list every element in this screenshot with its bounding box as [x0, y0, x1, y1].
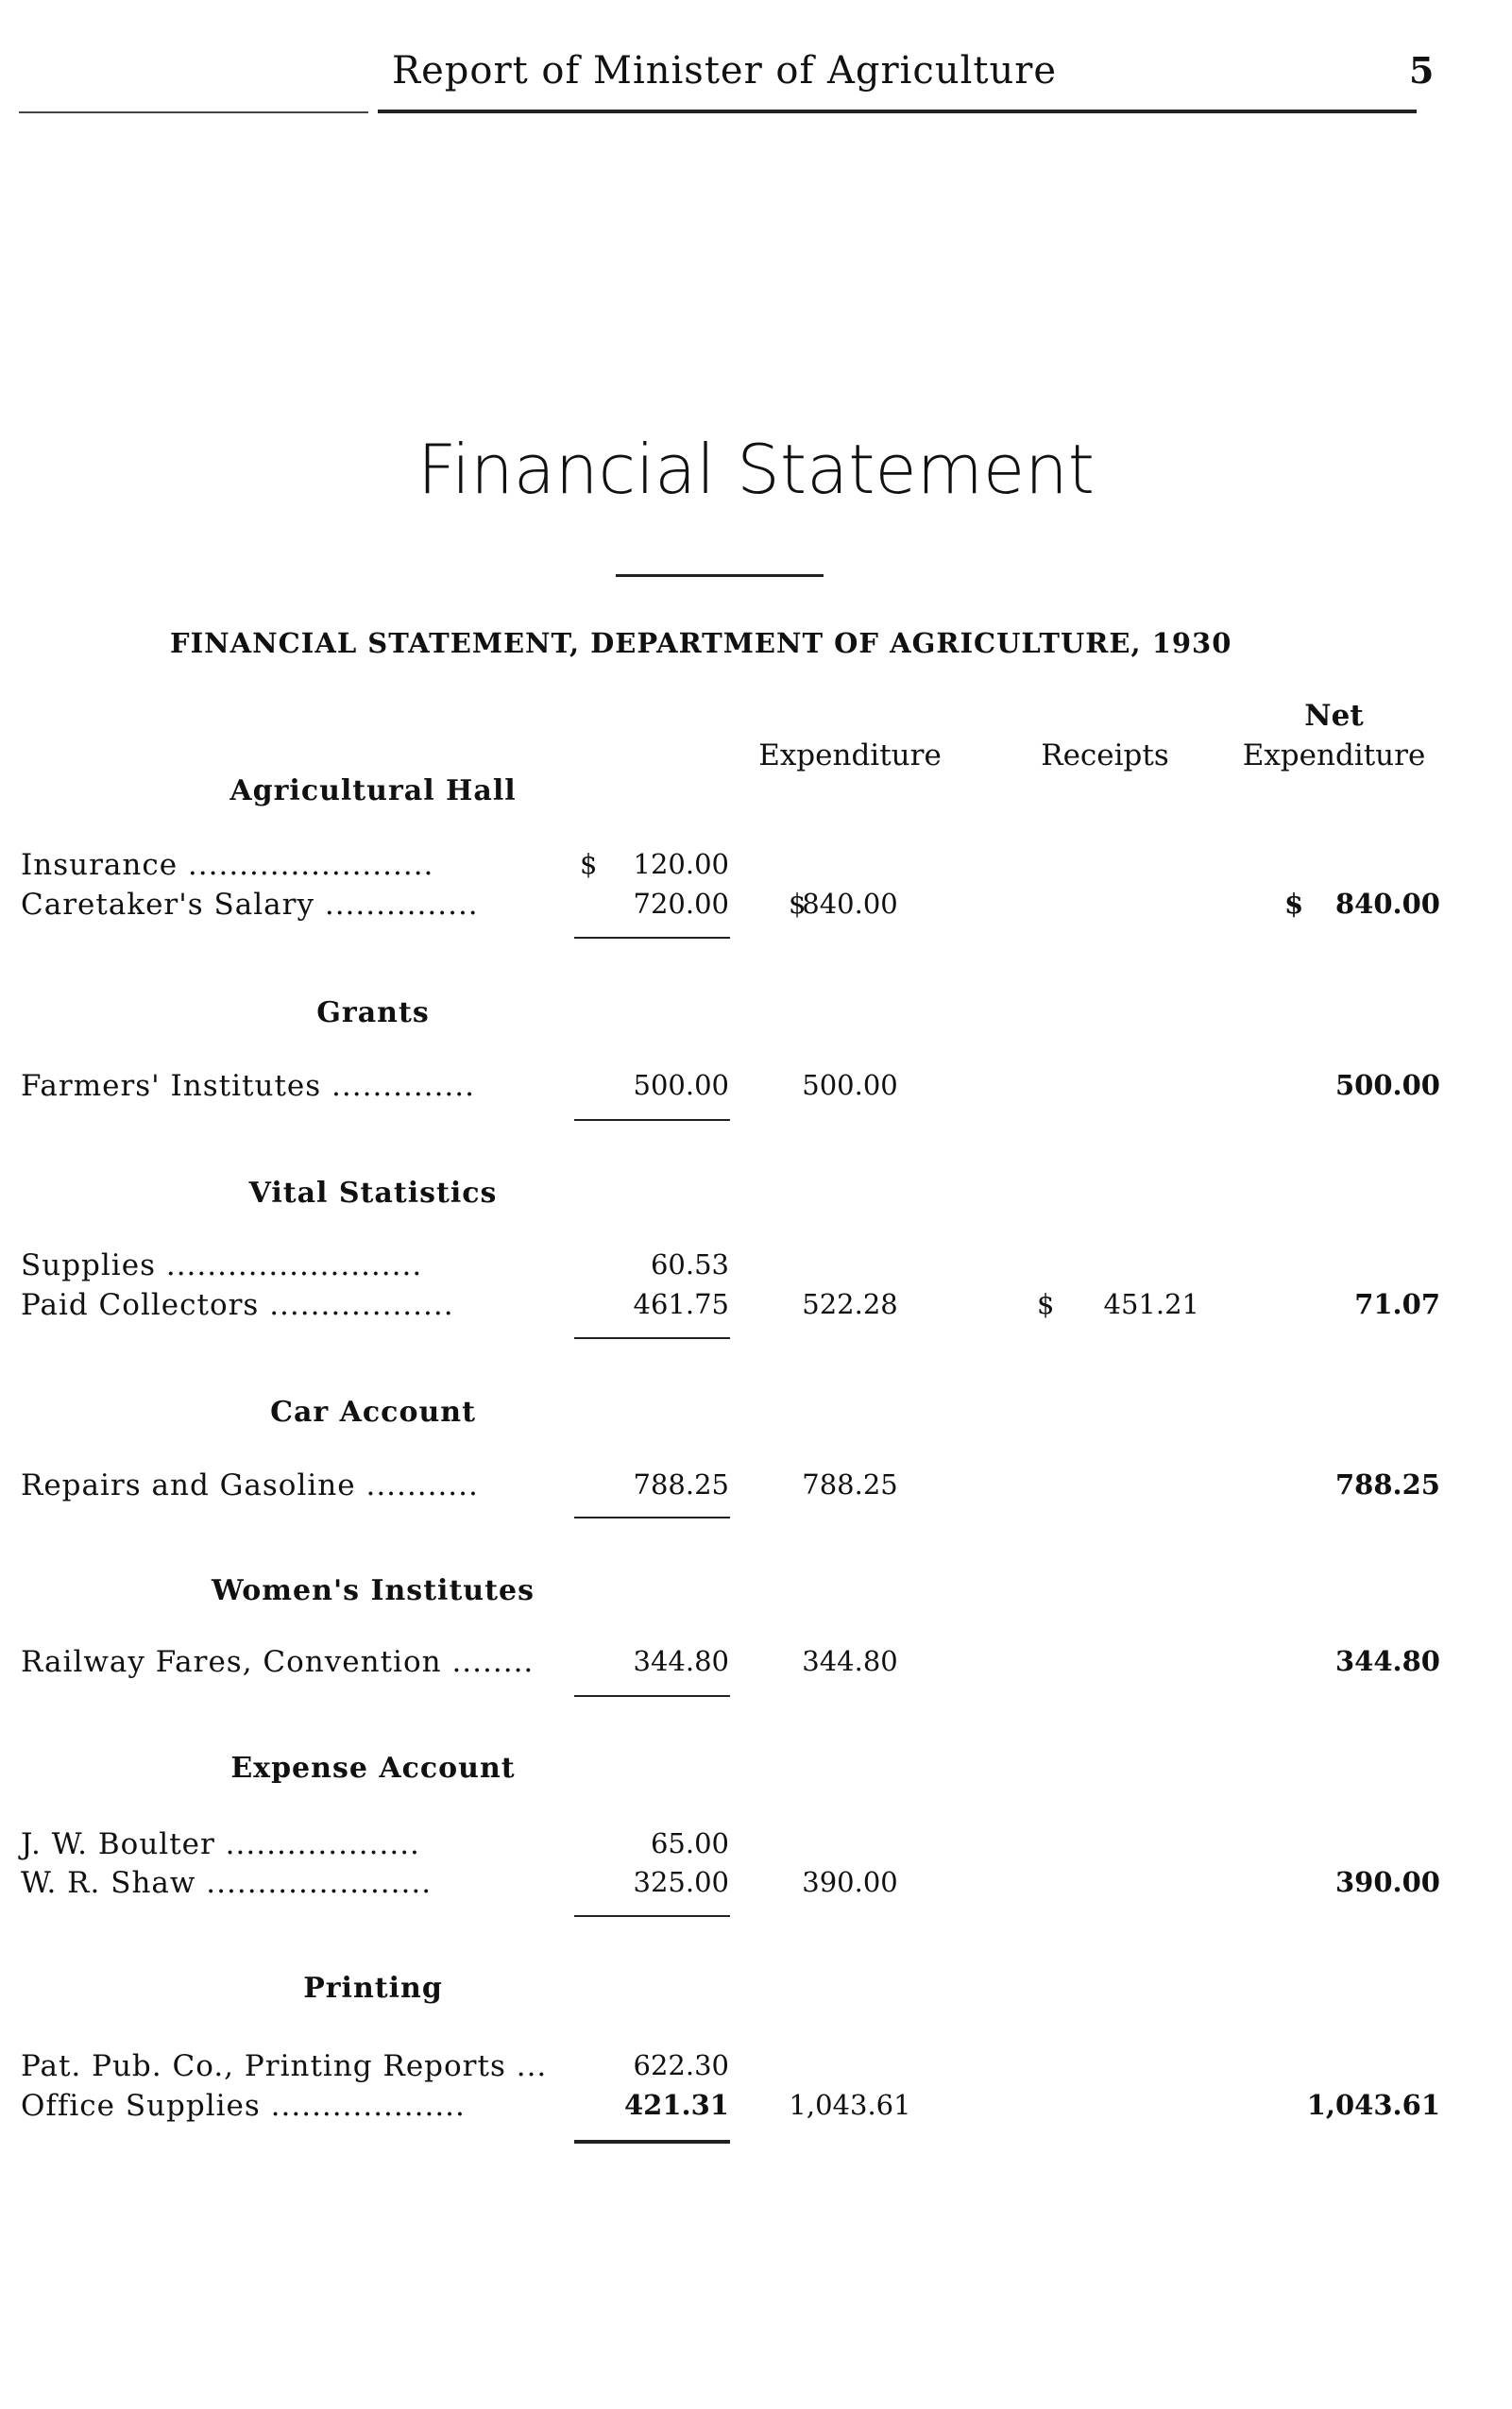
section-receipts: 451.21: [1103, 1288, 1199, 1320]
sum-rule: [574, 1517, 730, 1518]
col-header-net-line1: Net: [1304, 699, 1364, 733]
section-net-expenditure: 840.00: [1335, 888, 1440, 920]
section-net-expenditure: 500.00: [1335, 1069, 1440, 1101]
section-net-expenditure: 71.07: [1354, 1288, 1440, 1320]
line-item-amount: 421.31: [624, 2089, 729, 2121]
section-net-expenditure: 344.80: [1335, 1645, 1440, 1677]
dollar-sign: $: [1284, 888, 1304, 920]
section-net-expenditure: 390.00: [1335, 1866, 1440, 1898]
section-net-expenditure: 1,043.61: [1306, 2089, 1440, 2121]
running-header: [19, 49, 1435, 115]
line-item-amount: 325.00: [633, 1866, 729, 1898]
section-expenditure: 788.25: [802, 1468, 898, 1501]
section-heading: Agricultural Hall: [229, 774, 517, 807]
section-net-expenditure: 788.25: [1335, 1468, 1440, 1501]
line-item-label: W. R. Shaw ......................: [21, 1866, 433, 1900]
sum-rule: [574, 1119, 730, 1121]
dollar-sign: $: [580, 848, 598, 880]
line-item-label: Pat. Pub. Co., Printing Reports ...: [21, 2049, 548, 2083]
line-item-amount: 60.53: [650, 1248, 729, 1281]
sum-rule: [574, 1337, 730, 1339]
section-heading: Women's Institutes: [212, 1574, 535, 1607]
line-item-amount: 500.00: [633, 1069, 729, 1101]
section-heading: Vital Statistics: [248, 1177, 498, 1210]
sum-rule: [574, 2140, 730, 2144]
line-item-label: Paid Collectors ..................: [21, 1288, 454, 1322]
header-rule-right: [378, 110, 1417, 113]
line-item-label: Repairs and Gasoline ...........: [21, 1468, 479, 1502]
line-item-label: Caretaker's Salary ...............: [21, 888, 479, 922]
section-expenditure: 840.00: [802, 888, 898, 920]
section-heading: Grants: [316, 996, 430, 1029]
line-item-label: J. W. Boulter ...................: [21, 1827, 420, 1861]
line-item-amount: 788.25: [633, 1468, 729, 1501]
header-rule-left: [19, 111, 368, 113]
line-item-label: Farmers' Institutes ..............: [21, 1069, 475, 1103]
section-heading: Car Account: [270, 1396, 476, 1429]
line-item-amount: 65.00: [650, 1827, 729, 1859]
line-item-label: Office Supplies ...................: [21, 2089, 466, 2123]
statement-subtitle: FINANCIAL STATEMENT, DEPARTMENT OF AGRICULTURE, 1930: [170, 627, 1232, 659]
section-expenditure: 344.80: [802, 1645, 898, 1677]
line-item-label: Insurance ........................: [21, 848, 434, 882]
sum-rule: [574, 937, 730, 939]
line-item-amount: 344.80: [633, 1645, 729, 1677]
line-item-amount: 120.00: [633, 848, 729, 880]
sum-rule: [574, 1695, 730, 1697]
page-number: 5: [1409, 49, 1435, 92]
line-item-amount: 622.30: [633, 2049, 729, 2081]
title-rule: [616, 574, 824, 577]
col-header-receipts: Receipts: [1041, 738, 1169, 772]
line-item-amount: 461.75: [633, 1288, 729, 1320]
dollar-sign: $: [789, 888, 807, 920]
sum-rule: [574, 1915, 730, 1917]
col-header-expenditure: Expenditure: [758, 738, 942, 772]
col-header-net-line2: Expenditure: [1242, 738, 1426, 772]
section-expenditure: 1,043.61: [789, 2089, 911, 2121]
page-title: Financial Statement: [416, 430, 1096, 509]
line-item-label: Railway Fares, Convention ........: [21, 1645, 535, 1679]
section-heading: Printing: [303, 1972, 443, 2005]
section-expenditure: 390.00: [802, 1866, 898, 1898]
dollar-sign: $: [1037, 1288, 1055, 1320]
section-expenditure: 500.00: [802, 1069, 898, 1101]
line-item-amount: 720.00: [633, 888, 729, 920]
section-expenditure: 522.28: [802, 1288, 898, 1320]
section-heading: Expense Account: [230, 1752, 516, 1785]
running-title: Report of Minister of Agriculture: [392, 49, 1057, 93]
line-item-label: Supplies .........................: [21, 1248, 423, 1282]
